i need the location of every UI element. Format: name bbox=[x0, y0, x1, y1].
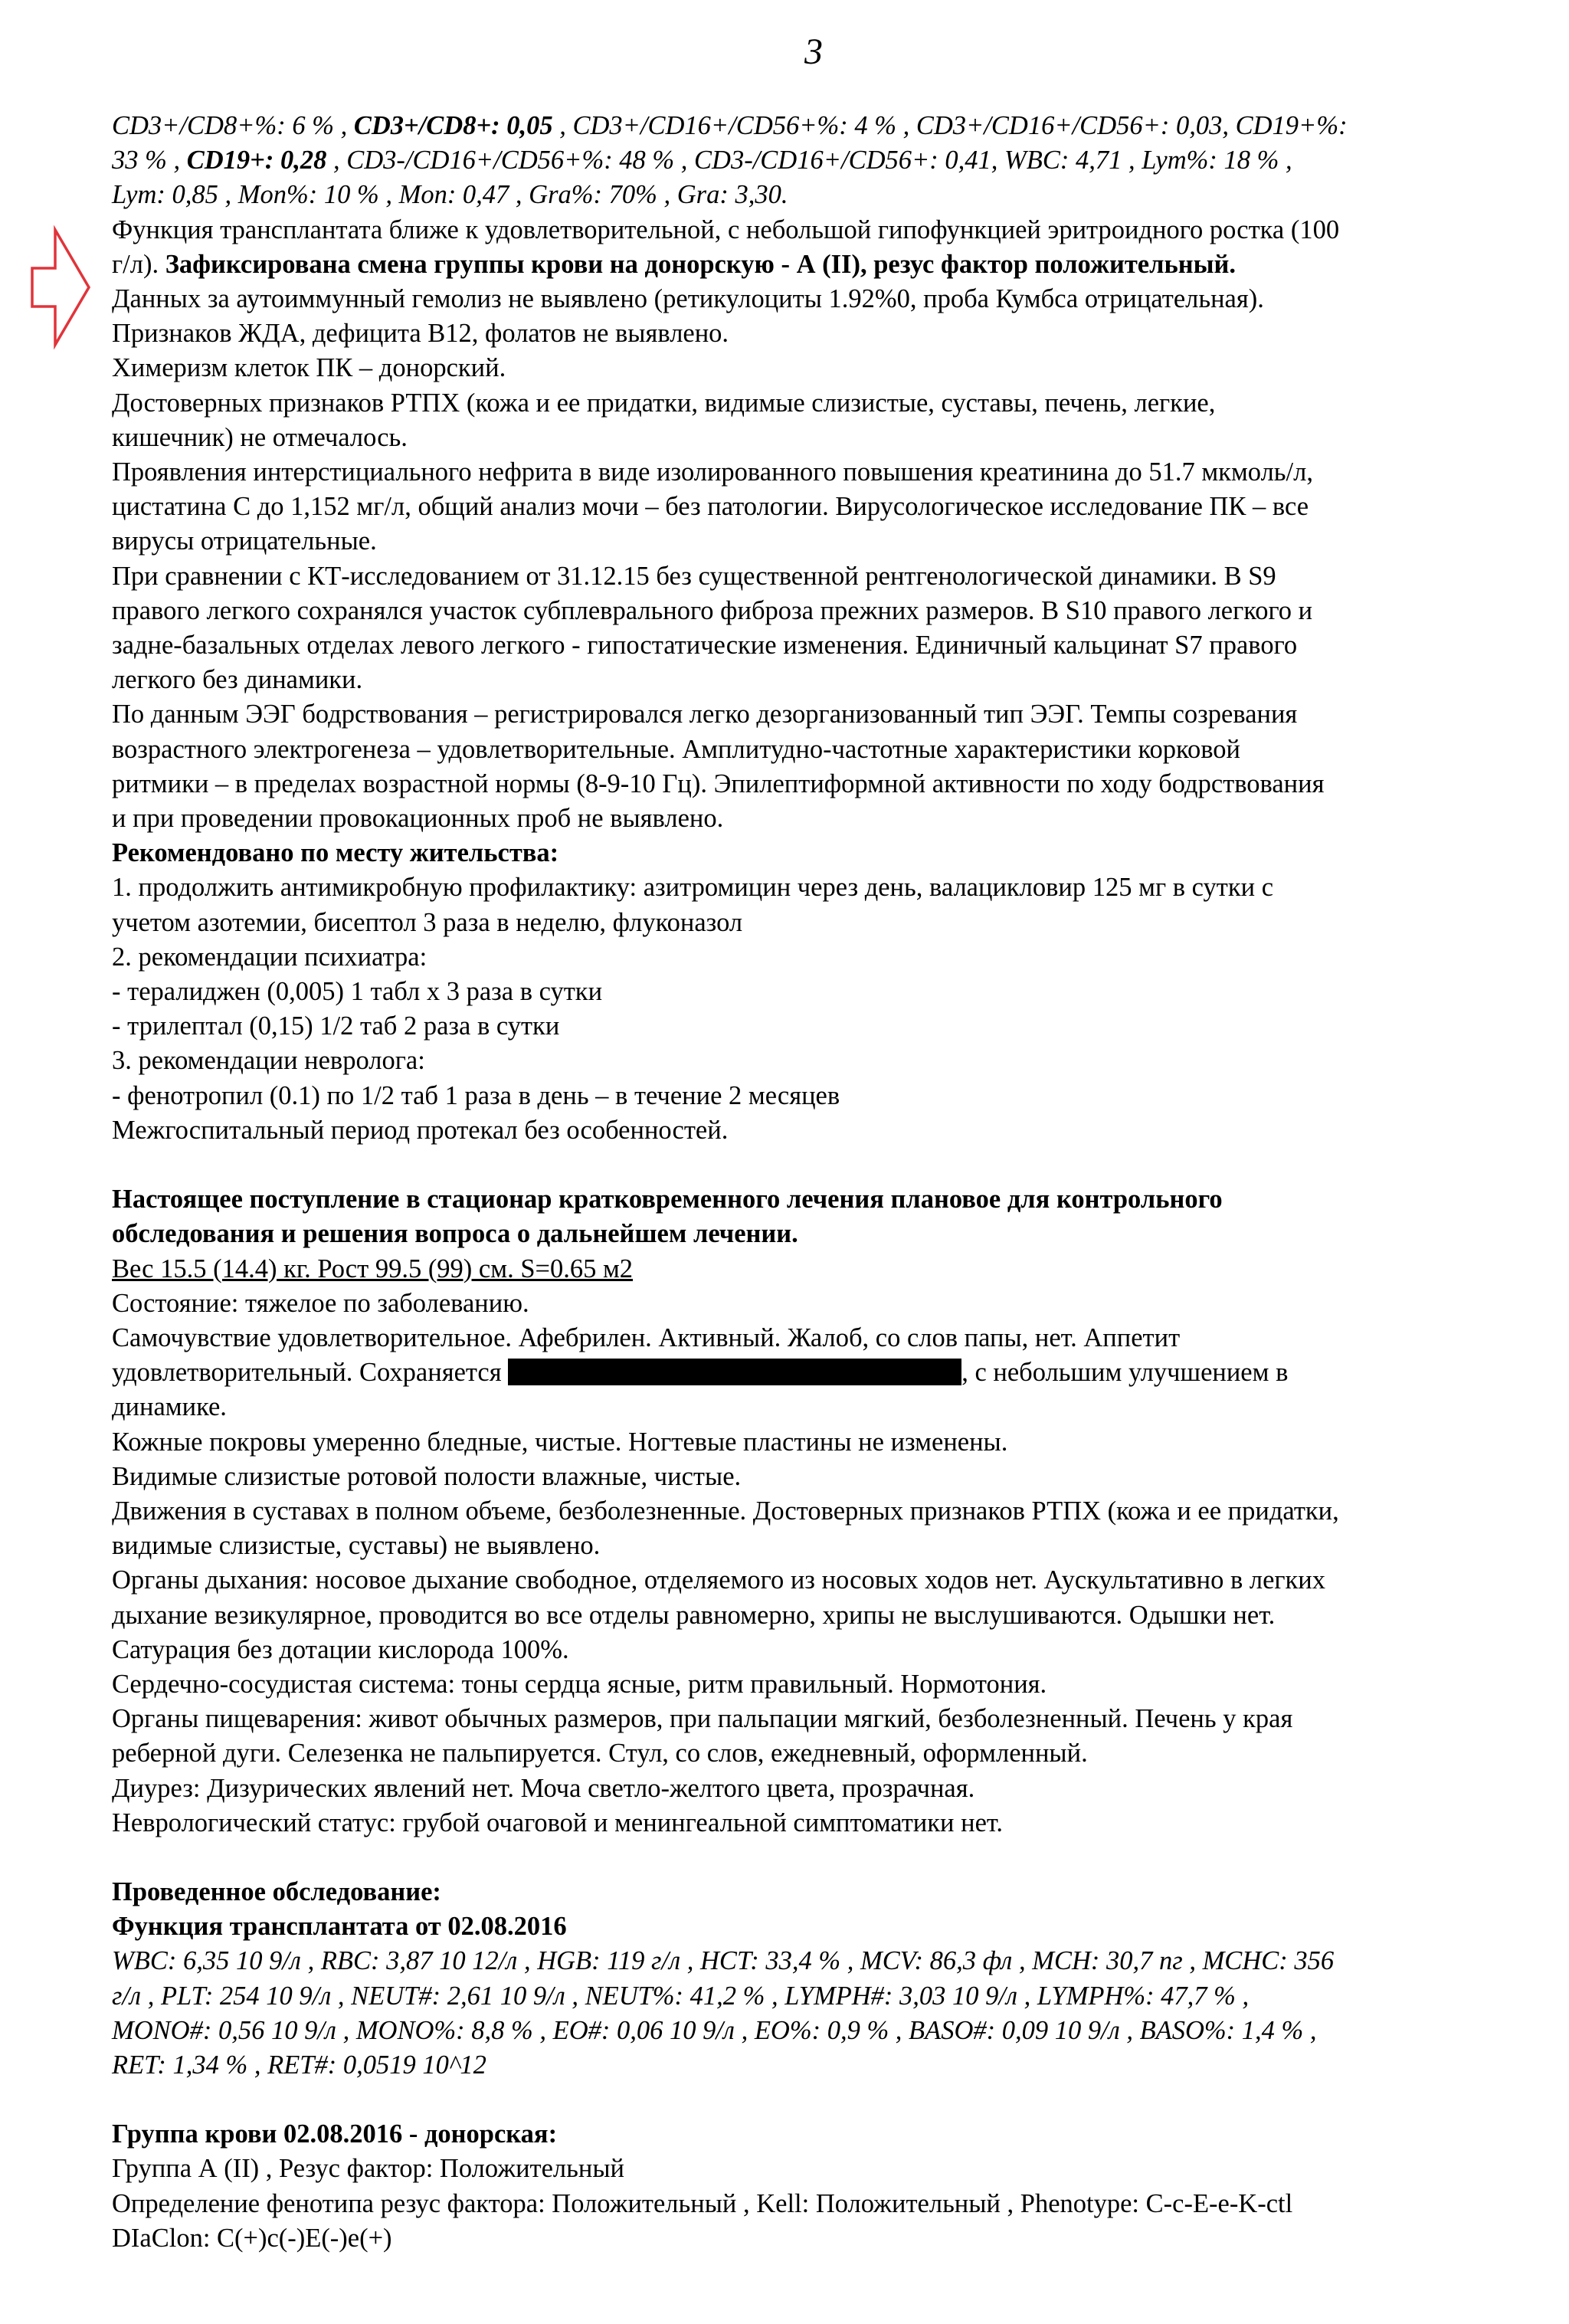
text-line bbox=[112, 870, 1552, 905]
text-line bbox=[112, 1113, 1552, 1148]
text-line bbox=[112, 1598, 1552, 1633]
blood-group-line: Группа А (II) , Резус фактор: Положительный bbox=[112, 2154, 624, 2184]
text-run: г/л). bbox=[112, 249, 165, 279]
text-run: CD19+: 0,28 bbox=[186, 146, 327, 175]
text-run: Сердечно-сосудистая система: тоны сердца ясные, ритм правильный. Нормотония. bbox=[112, 1669, 1047, 1699]
text-line bbox=[112, 628, 1552, 663]
text-run: Видимые слизистые ротовой полости влажные, чистые. bbox=[112, 1461, 742, 1491]
text-run: Сатурация без дотации кислорода 100%. bbox=[112, 1634, 569, 1664]
exam-heading: Проведенное обследование: bbox=[112, 1877, 441, 1906]
spacer bbox=[112, 1148, 1552, 1182]
text-line bbox=[112, 1806, 1552, 1841]
text-run: Органы пищеварения: живот обычных размеров, при пальпации мягкий, безболезненный. Печень у края bbox=[112, 1704, 1293, 1734]
text-line bbox=[112, 1044, 1552, 1078]
text-line bbox=[112, 1425, 1552, 1460]
text-run: 33 % , bbox=[112, 146, 187, 175]
blood-group-heading: Группа крови 02.08.2016 - донорская: bbox=[112, 2119, 558, 2149]
text-line bbox=[112, 213, 1552, 247]
text-run: - тералиджен (0,005) 1 табл х 3 раза в сутки bbox=[112, 977, 603, 1007]
text-run: Lym: 0,85 , Mon%: 10 % , Mon: 0,47 , Gra%: 70% , Gra: 3,30. bbox=[112, 180, 788, 210]
lab-results-block bbox=[112, 109, 1552, 213]
text-run: вирусы отрицательные. bbox=[112, 526, 377, 556]
text-run: , CD3-/CD16+/CD56+%: 48 % , CD3-/CD16+/CD56+: 0,41, WBC: 4,71 , Lym%: 18 % , bbox=[326, 146, 1292, 175]
text-run: дыхание везикулярное, проводится во все отделы равномерно, хрипы не выслушиваются. Одышки нет. bbox=[112, 1600, 1276, 1630]
cbc-line: MONO#: 0,56 10 9/л , MONO%: 8,8 % , EO#: 0,06 10 9/л , EO%: 0,9 % , BASO#: 0,09 10 9/л , BASO%: 1,4 % , bbox=[112, 2015, 1317, 2045]
text-line bbox=[112, 594, 1552, 628]
text-run: динамике. bbox=[112, 1392, 227, 1422]
text-run: Самочувствие удовлетворительное. Афебрилен. Активный. Жалоб, со слов папы, нет. Аппетит bbox=[112, 1323, 1181, 1352]
text-run: 3. рекомендации невролога: bbox=[112, 1046, 425, 1076]
text-line bbox=[112, 247, 1552, 282]
text-line bbox=[112, 801, 1552, 836]
text-line bbox=[112, 663, 1552, 697]
text-line bbox=[112, 697, 1552, 732]
text-line bbox=[112, 1321, 1552, 1355]
text-line bbox=[112, 940, 1552, 975]
spacer bbox=[112, 1841, 1552, 1875]
text-run: Органы дыхания: носовое дыхание свободное, отделяемого из носовых ходов нет. Аускультативно в легких bbox=[112, 1565, 1326, 1595]
text-line bbox=[112, 524, 1552, 559]
lab-line bbox=[112, 178, 1552, 212]
text-line bbox=[112, 1009, 1552, 1044]
text-line bbox=[112, 421, 1552, 455]
text-line bbox=[112, 836, 1552, 870]
text-run: , с небольшим улучшением в bbox=[961, 1358, 1289, 1388]
text-run: CD3+/CD8+%: 6 % , bbox=[112, 111, 354, 140]
page-number: 3 bbox=[804, 31, 823, 72]
text-run: ритмики – в пределах возрастной нормы (8-9-10 Гц). Эпилептиформной активности по ходу бодрствования bbox=[112, 769, 1325, 798]
text-line bbox=[112, 1667, 1552, 1702]
text-run: Кожные покровы умеренно бледные, чистые. Ногтевые пластины не изменены. bbox=[112, 1427, 1008, 1457]
blood-group-line: Определение фенотипа резус фактора: Положительный , Kell: Положительный , Phenotype: C-c-E-e-K-ctl bbox=[112, 2188, 1293, 2218]
text-line bbox=[112, 1736, 1552, 1771]
text-line bbox=[112, 559, 1552, 594]
text-line bbox=[112, 906, 1552, 940]
text-run: учетом азотемии, бисептол 3 раза в неделю, флуконазол bbox=[112, 907, 743, 937]
text-run: реберной дуги. Селезенка не пальпируется. Стул, со слов, ежедневный, оформленный. bbox=[112, 1739, 1088, 1768]
text-line bbox=[112, 490, 1552, 524]
text-run: - фенотропил (0.1) по 1/2 таб 1 раза в день – в течение 2 месяцев bbox=[112, 1080, 840, 1110]
text-run: Проявления интерстициального нефрита в виде изолированного повышения креатинина до 51.7 мкмоль/л, bbox=[112, 457, 1313, 487]
transplant-function-section bbox=[112, 213, 1552, 1148]
redaction-bar bbox=[508, 1359, 961, 1385]
text-run: По данным ЭЭГ бодрствования – регистрировался легко дезорганизованный тип ЭЭГ. Темпы созревания bbox=[112, 700, 1298, 729]
text-run: Химеризм клеток ПК – донорский. bbox=[112, 353, 506, 383]
cbc-line: г/л , PLT: 254 10 9/л , NEUT#: 2,61 10 9/л , NEUT%: 41,2 % , LYMPH#: 3,03 10 9/л , LYMPH%: 47,7 % , bbox=[112, 1981, 1250, 2011]
text-run: Настоящее поступление в стационар кратковременного лечения плановое для контрольного bbox=[112, 1185, 1223, 1214]
text-run: легкого без динамики. bbox=[112, 665, 363, 695]
text-run: Состояние: тяжелое по заболеванию. bbox=[112, 1288, 529, 1318]
blood-group-line: DIaClon: C(+)c(-)E(-)e(+) bbox=[112, 2223, 392, 2253]
text-line bbox=[112, 1390, 1552, 1424]
lab-line bbox=[112, 143, 1552, 178]
lab-line bbox=[112, 109, 1552, 143]
text-line bbox=[112, 767, 1552, 801]
text-line bbox=[112, 351, 1552, 385]
text-line bbox=[112, 1355, 1552, 1390]
text-run: Вес 15.5 (14.4) кг. Рост 99.5 (99) см. S=0.65 м2 bbox=[112, 1254, 634, 1283]
text-line bbox=[112, 386, 1552, 421]
text-run: Движения в суставах в полном объеме, безболезненные. Достоверных признаков РТПХ (кожа и ее придатки, bbox=[112, 1496, 1339, 1526]
text-line bbox=[112, 733, 1552, 767]
text-line bbox=[112, 1772, 1552, 1806]
text-run: , CD3+/CD16+/CD56+%: 4 % , CD3+/CD16+/CD56+: 0,03, CD19+%: bbox=[552, 111, 1348, 140]
text-run: Данных за аутоиммунный гемолиз не выявлено (ретикулоциты 1.92%0, проба Кумбса отрицательная). bbox=[112, 284, 1264, 314]
text-run: цистатина С до 1,152 мг/л, общий анализ мочи – без патологии. Вирусологическое исследование ПК – все bbox=[112, 492, 1309, 522]
text-run: задне-базальных отделах левого легкого - гипостатические изменения. Единичный кальцинат S7 правого bbox=[112, 631, 1298, 660]
cbc-line: WBC: 6,35 10 9/л , RBC: 3,87 10 12/л , HGB: 119 г/л , HCT: 33,4 % , MCV: 86,3 фл , MCH: 30,7 пг , MCHC: 356 bbox=[112, 1946, 1335, 1976]
text-run: удовлетворительный. Сохраняется bbox=[112, 1358, 509, 1388]
text-line bbox=[112, 1494, 1552, 1529]
text-line bbox=[112, 282, 1552, 316]
text-run: CD3+/CD8+: 0,05 bbox=[353, 111, 553, 140]
text-line bbox=[112, 1529, 1552, 1563]
text-run: Неврологический статус: грубой очаговой и менингеальной симптоматики нет. bbox=[112, 1808, 1003, 1837]
text-run: Межгоспитальный период протекал без особенностей. bbox=[112, 1115, 729, 1145]
text-line bbox=[112, 1633, 1552, 1667]
text-line bbox=[112, 1702, 1552, 1736]
text-line bbox=[112, 455, 1552, 490]
text-run: Зафиксирована смена группы крови на донорскую - А (II), резус фактор положительный. bbox=[165, 249, 1237, 279]
text-line bbox=[112, 1182, 1552, 1217]
spacer bbox=[112, 2083, 1552, 2117]
text-run: и при проведении провокационных проб не выявлено. bbox=[112, 804, 724, 834]
transplant-function-heading: Функция трансплантата от 02.08.2016 bbox=[112, 1912, 567, 1942]
red-arrow-annotation-icon bbox=[17, 215, 93, 360]
text-run: При сравнении с КТ-исследованием от 31.12.15 без существенной рентгенологической динамики. В S9 bbox=[112, 561, 1276, 591]
text-run: - трилептал (0,15) 1/2 таб 2 раза в сутки bbox=[112, 1011, 560, 1041]
text-run: Рекомендовано по месту жительства: bbox=[112, 838, 559, 868]
text-run: правого легкого сохранялся участок субплеврального фиброза прежних размеров. В S10 правого легкого и bbox=[112, 595, 1313, 625]
admission-status-section bbox=[112, 1182, 1552, 1841]
text-run: 1. продолжить антимикробную профилактику: азитромицин через день, валацикловир 125 мг в сутки с bbox=[112, 873, 1274, 903]
text-line bbox=[112, 975, 1552, 1009]
text-run: 2. рекомендации психиатра: bbox=[112, 942, 427, 972]
text-line bbox=[112, 1217, 1552, 1251]
text-line bbox=[112, 1079, 1552, 1113]
text-run: Функция трансплантата ближе к удовлетворительной, с небольшой гипофункцией эритроидного ростка (100 bbox=[112, 215, 1340, 244]
text-run: Достоверных признаков РТПХ (кожа и ее придатки, видимые слизистые, суставы, печень, легкие, bbox=[112, 388, 1216, 418]
text-run: Признаков ЖДА, дефицита В12, фолатов не выявлено. bbox=[112, 319, 729, 349]
text-line bbox=[112, 1563, 1552, 1598]
text-line bbox=[112, 1287, 1552, 1321]
text-run: обследования и решения вопроса о дальнейшем лечении. bbox=[112, 1219, 798, 1249]
text-run: возрастного электрогенеза – удовлетворительные. Амплитудно-частотные характеристики корковой bbox=[112, 734, 1241, 764]
text-run: видимые слизистые, суставы) не выявлено. bbox=[112, 1531, 601, 1561]
text-line bbox=[112, 1252, 1552, 1287]
document-body bbox=[112, 109, 1552, 2256]
cbc-line: RET: 1,34 % , RET#: 0,0519 10^12 bbox=[112, 2050, 486, 2080]
text-line bbox=[112, 316, 1552, 351]
text-line bbox=[112, 1460, 1552, 1494]
text-run: Диурез: Дизурических явлений нет. Моча светло-желтого цвета, прозрачная. bbox=[112, 1773, 975, 1803]
text-run: кишечник) не отмечалось. bbox=[112, 422, 408, 452]
